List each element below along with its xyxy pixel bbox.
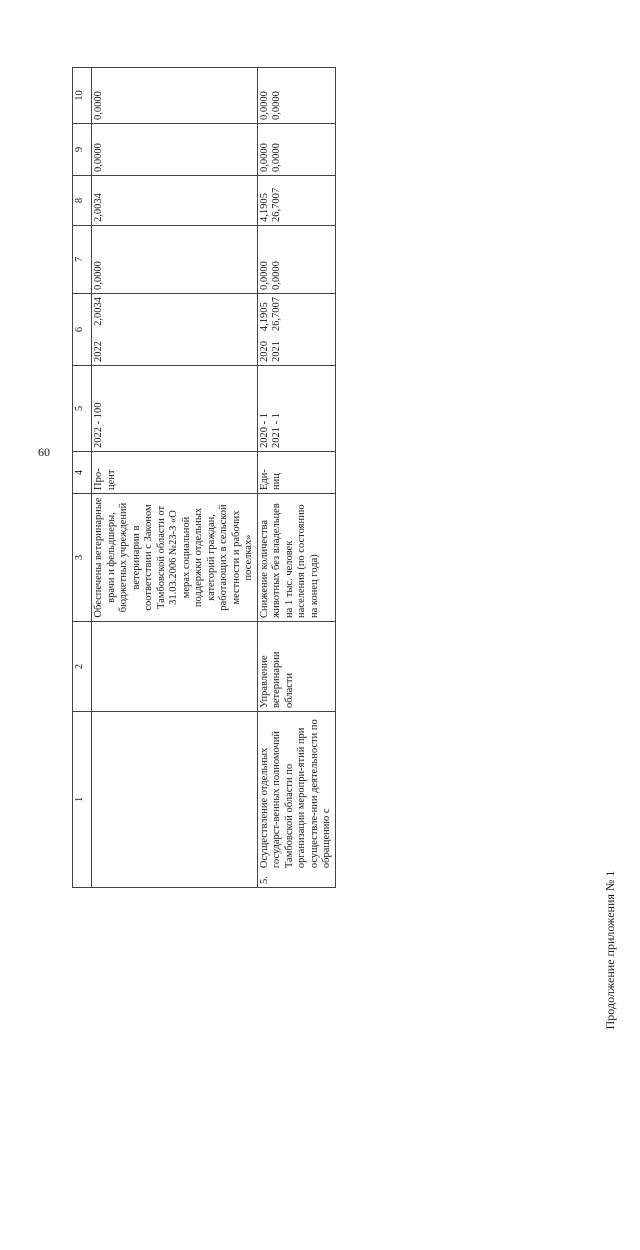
target-text: 2022 - 100 (93, 402, 104, 448)
local-text: 0,0000 (93, 143, 104, 172)
indicator-text: Снижение количества животных без владельцев на 1 тыс. человек населения (по состоянию на конец года) (258, 503, 320, 618)
row-number: 5. (258, 876, 270, 884)
cell-other (92, 68, 258, 124)
regional-text: 4,1905 26,7007 (258, 187, 282, 222)
cell-empty (92, 712, 258, 888)
col-header-2: 2 (73, 622, 92, 712)
cell-federal (257, 226, 335, 294)
cell-local (257, 124, 335, 176)
cell-year-amount (257, 294, 335, 366)
cell-other (257, 68, 335, 124)
col-header-7: 7 (73, 226, 92, 294)
cell-regional (92, 176, 258, 226)
col-header-6: 6 (73, 294, 92, 366)
header-row (73, 68, 92, 888)
regional-text: 2,0034 (93, 193, 104, 222)
cell-federal (92, 226, 258, 294)
continuation-note: Продолжение приложения № 1 (603, 870, 617, 1030)
indicator-text: Обеспечены ветеринарные врачи и фельдшеры, бюджетных учреждений ветеринарии в соответствии с Законом Тамбовской области от 31.03.2006 №23-З «О мерах социальной поддержки отдельных категорий граждан, работающих в сельской местности и рабочих поселках» (93, 497, 254, 618)
local-text: 0,0000 0,0000 (258, 143, 282, 172)
rotated-table-wrapper (72, 68, 632, 888)
cell-empty (92, 622, 258, 712)
col-header-8: 8 (73, 176, 92, 226)
col-header-4: 4 (73, 452, 92, 494)
unit-text: Еди- ниц (258, 469, 282, 490)
executor-text: Управление ветеринарии области (258, 651, 295, 708)
amount-text: 4,1905 26,7007 (258, 297, 282, 332)
other-text: 0,0000 0,0000 (258, 91, 282, 120)
cell-indicator (92, 494, 258, 622)
col-header-1: 1 (73, 712, 92, 888)
table-row-5 (257, 68, 335, 888)
col-header-9: 9 (73, 124, 92, 176)
other-text: 0,0000 (93, 91, 104, 120)
cell-indicator (257, 494, 335, 622)
cell-unit (257, 452, 335, 494)
cell-regional (257, 176, 335, 226)
cell-target (257, 366, 335, 452)
target-text: 2020 - 1 2021 - 1 (258, 413, 282, 448)
cell-year-amount (92, 294, 258, 366)
federal-text: 0,0000 (93, 261, 104, 290)
activity-text: Осуществление отдельных государст-венных полномочий Тамбовской области по организации меропри-ятий при осуществле-нии деятельности по обращению с (258, 719, 332, 869)
col-header-3: 3 (73, 494, 92, 622)
cell-executor (257, 622, 335, 712)
table-row-top (92, 68, 258, 888)
page-number: 60 (38, 445, 50, 459)
col-header-5: 5 (73, 366, 92, 452)
cell-unit (92, 452, 258, 494)
amount-text: 2,0034 (93, 297, 104, 326)
cell-activity (257, 712, 335, 888)
federal-text: 0,0000 0,0000 (258, 261, 282, 290)
year-text: 2022 (93, 341, 104, 362)
unit-text: Про- цент (93, 468, 117, 490)
program-table (72, 67, 336, 888)
cell-target (92, 366, 258, 452)
year-text: 2020 2021 (258, 341, 282, 362)
col-header-10: 10 (73, 68, 92, 124)
cell-local (92, 124, 258, 176)
